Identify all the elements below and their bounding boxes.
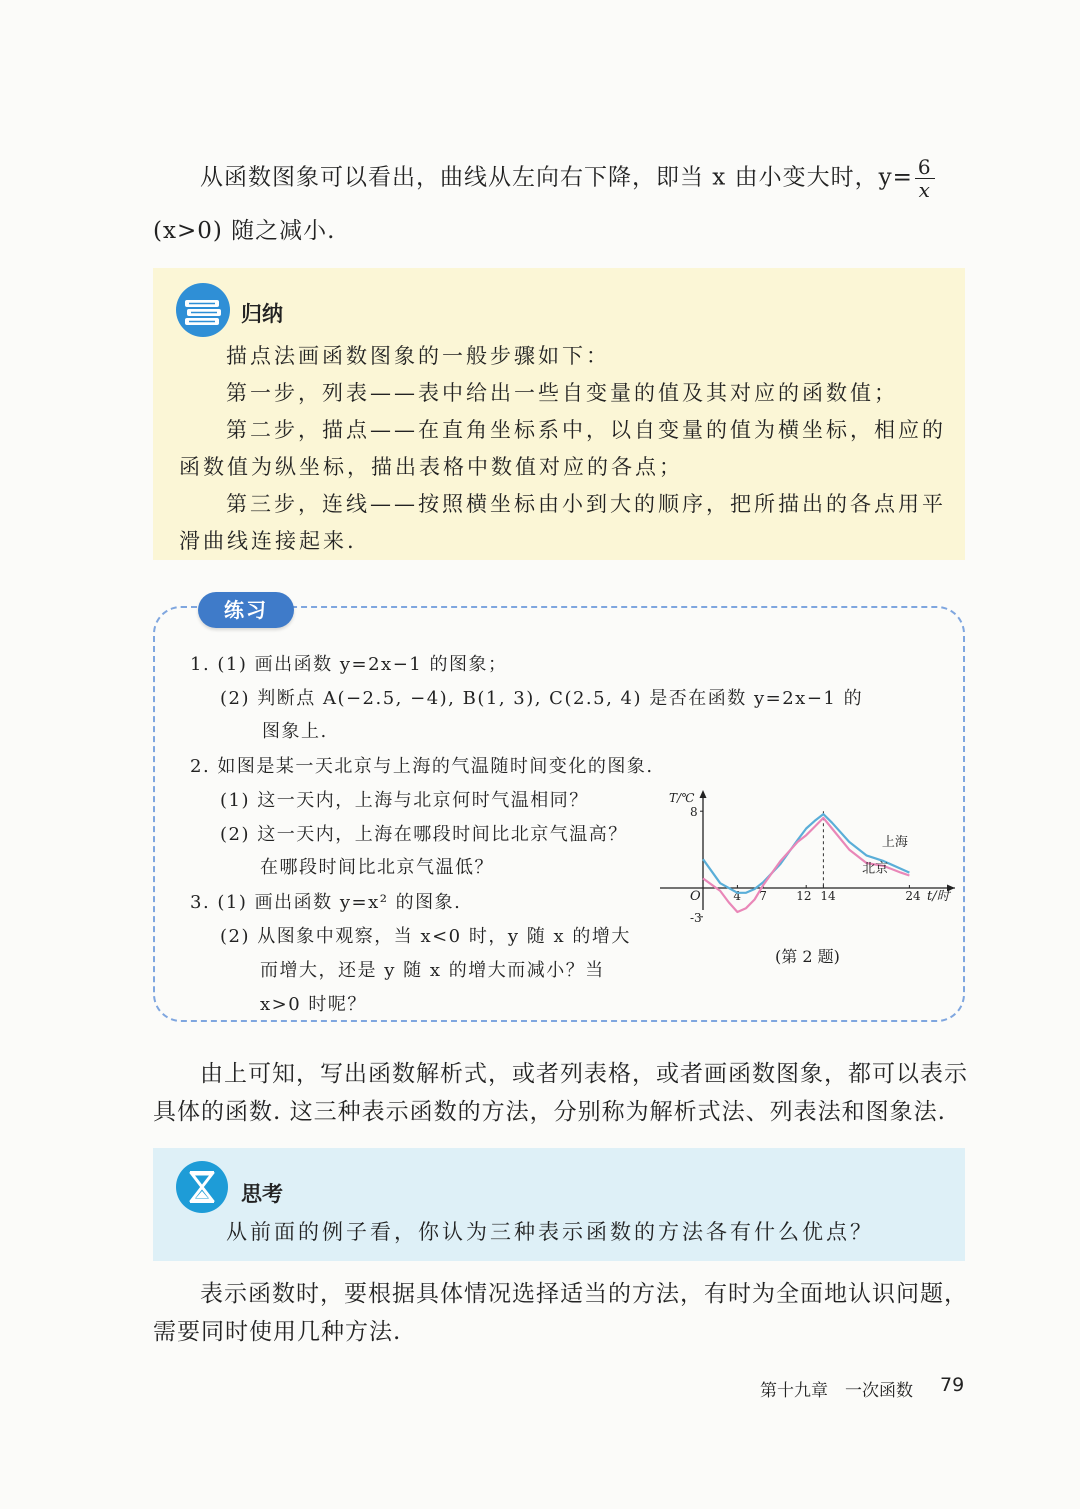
think-text: 从前面的例子看，你认为三种表示函数的方法各有什么优点？ bbox=[226, 1220, 874, 1244]
exercise-1-2-cont: 图象上. bbox=[262, 721, 328, 742]
body-p2-line-2: 需要同时使用几种方法. bbox=[153, 1319, 402, 1345]
exercise-3-2-cont2: x>0 时呢？ bbox=[260, 994, 367, 1015]
figure-caption: (第 2 题) bbox=[775, 947, 840, 966]
exercise-3-1: 3. (1) 画出函数 y=x² 的图象. bbox=[190, 892, 462, 913]
x-tick-label: 4 bbox=[733, 889, 742, 903]
x-axis-label: t/时 bbox=[927, 889, 950, 904]
exercise-2-1: (1) 这一天内，上海与北京何时气温相同？ bbox=[220, 790, 589, 811]
series-label-shanghai: 上海 bbox=[881, 834, 908, 850]
x-tick-label: 14 bbox=[820, 889, 836, 903]
summary-line-2: 第一步，列表——表中给出一些自变量的值及其对应的函数值； bbox=[226, 381, 898, 405]
practice-tag: 练习 bbox=[198, 592, 294, 628]
y-axis-arrow bbox=[700, 790, 707, 798]
exercise-1-2: (2) 判断点 A(−2.5, −4), B(1, 3), C(2.5, 4) 是否在函数 y=2x−1 的 bbox=[220, 688, 864, 709]
y-axis-label: T/℃ bbox=[669, 791, 695, 805]
x-tick-label: 7 bbox=[759, 889, 767, 903]
summary-line-4: 函数值为纵坐标，描出表格中数值对应的各点； bbox=[179, 455, 683, 479]
intro-line-2: (x>0) 随之减小. bbox=[153, 218, 336, 244]
series-label-beijing: 北京 bbox=[862, 861, 889, 877]
summary-box bbox=[153, 268, 965, 560]
think-title: 思考 bbox=[241, 1182, 283, 1206]
intro-line-1-text: 从函数图象可以看出，曲线从左向右下降，即当 x 由小变大时，y= bbox=[200, 164, 913, 191]
exercise-3-2: (2) 从图象中观察，当 x<0 时，y 随 x 的增大 bbox=[220, 926, 631, 947]
body-p1-line-1: 由上可知，写出函数解析式，或者列表格，或者画函数图象，都可以表示 bbox=[200, 1061, 968, 1087]
intro-line-1 bbox=[200, 156, 980, 201]
origin-label: O bbox=[690, 889, 701, 904]
temperature-chart bbox=[655, 788, 965, 923]
x-tick-label: 12 bbox=[796, 889, 812, 903]
think-box bbox=[153, 1148, 965, 1261]
summary-line-5: 第三步，连线——按照横坐标由小到大的顺序，把所描出的各点用平 bbox=[226, 492, 946, 516]
y-tick-label: 8 bbox=[690, 805, 698, 820]
fraction-numerator: 6 bbox=[915, 156, 935, 179]
exercise-3-2-cont: 而增大，还是 y 随 x 的增大而减小？当 bbox=[260, 960, 605, 981]
x-tick-label: 24 bbox=[905, 889, 921, 903]
body-p1-line-2: 具体的函数. 这三种表示函数的方法，分别称为解析式法、列表法和图象法. bbox=[153, 1099, 946, 1125]
summary-line-3: 第二步，描点——在直角坐标系中，以自变量的值为横坐标，相应的 bbox=[226, 418, 946, 442]
y-tick-label: -3 bbox=[690, 910, 702, 925]
exercise-2-2-cont: 在哪段时间比北京气温低？ bbox=[260, 857, 494, 878]
summary-title: 归纳 bbox=[241, 302, 283, 326]
page-number: 79 bbox=[940, 1374, 965, 1396]
series-line-shanghai bbox=[703, 814, 909, 893]
summary-line-1: 描点法画函数图象的一般步骤如下： bbox=[226, 344, 610, 368]
book-stack-icon bbox=[175, 282, 231, 338]
exercise-2: 2. 如图是某一天北京与上海的气温随时间变化的图象. bbox=[190, 756, 654, 777]
fraction-denominator: x bbox=[918, 178, 931, 202]
summary-line-6: 滑曲线连接起来. bbox=[179, 529, 357, 553]
body-p2-line-1: 表示函数时，要根据具体情况选择适当的方法，有时为全面地认识问题， bbox=[200, 1281, 968, 1307]
exercise-1-1: 1. (1) 画出函数 y=2x−1 的图象； bbox=[190, 654, 508, 675]
fraction-6-over-x bbox=[915, 156, 935, 201]
hourglass-icon bbox=[175, 1160, 229, 1214]
exercise-2-2: (2) 这一天内，上海在哪段时间比北京气温高？ bbox=[220, 824, 628, 845]
chapter-label: 第十九章 一次函数 bbox=[760, 1381, 913, 1401]
